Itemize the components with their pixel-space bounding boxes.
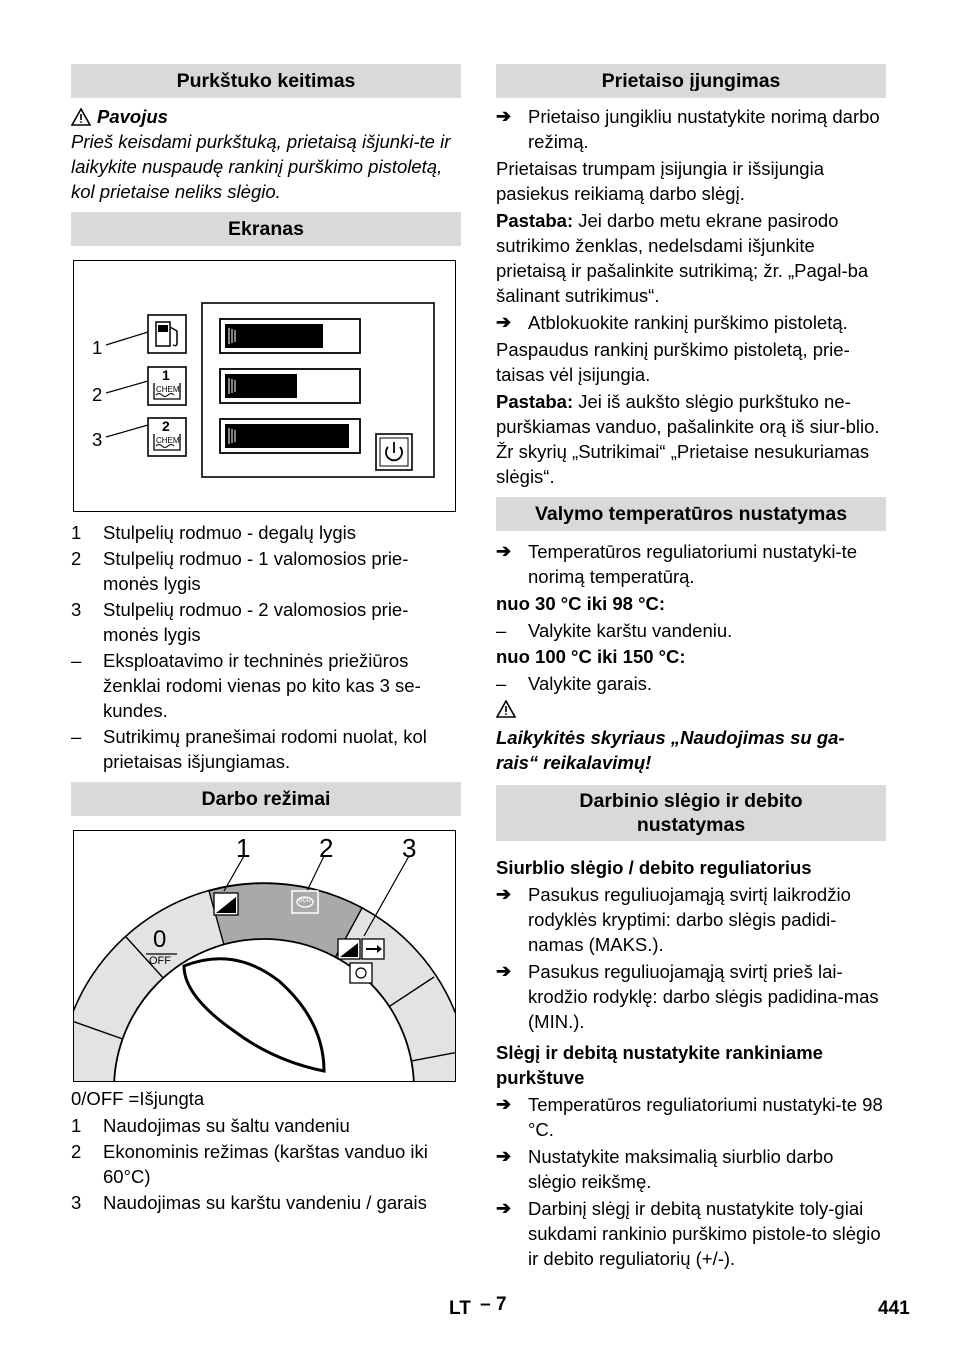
- mode-dial-illustration: [74, 831, 455, 1081]
- dial-zero-label: 0: [153, 926, 167, 953]
- steam-icon: [350, 963, 372, 983]
- legend-item: – Eksploatavimo ir techninės priežiūros ženklai rodomi vienas po kito kas 3 se-kundes.: [71, 650, 421, 721]
- callout-line-1: [106, 332, 148, 345]
- arrow-right-icon: ➔: [496, 541, 512, 561]
- callout-1-label: 1: [92, 337, 103, 358]
- step: ➔ Prietaiso jungikliu nustatykite norimą darbo režimą.: [496, 106, 880, 152]
- danger-text: Prieš keisdami purkštuką, prietaisą išjunki-te ir laikykite nuspaudę rankinį purškimo pistoletą, kol prietaise neliks slėgio.: [71, 131, 451, 202]
- paragraph: Paspaudus rankinį purškimo pistoletą, prie-taisas vėl įsijungia.: [496, 339, 850, 385]
- legend-item: 1 Naudojimas su šaltu vandeniu: [71, 1115, 350, 1136]
- section-title-nozzle-change: Purkštuko keitimas: [71, 64, 461, 98]
- arrow-right-icon: ➔: [496, 1094, 512, 1114]
- footer-page-number: 441: [878, 1298, 910, 1319]
- step: ➔ Darbinį slėgį ir debitą nustatykite toly-giai sukdami rankinio purškimo pistole-to slėgio ir debito reguliatorių (+/-).: [496, 1198, 881, 1269]
- list-item: – Valykite karštu vandeniu.: [496, 620, 733, 641]
- section-title-temperature: Valymo temperatūros nustatymas: [496, 497, 886, 531]
- footer-language: [449, 1296, 507, 1321]
- step: ➔ Temperatūros reguliatoriumi nustatyki-te norimą temperatūrą.: [496, 541, 858, 587]
- note: Pastaba: Jei darbo metu ekrane pasirodo sutrikimo ženklas, nedelsdami išjunkite prietaisą ir pašalinkite sutrikimą; žr. „Pagal-ba šalinant sutrikimus“.: [496, 210, 869, 306]
- right-column: [496, 64, 886, 1273]
- paragraph: Prietaisas trumpam įsijungia ir išsijungia pasiekus reikiamą darbo slėgį.: [496, 158, 824, 204]
- warning-triangle-icon: [496, 700, 516, 718]
- level-bar-fill-2: [225, 374, 297, 398]
- dial-callout-3: 3: [402, 833, 417, 863]
- arrow-right-icon: ➔: [496, 961, 512, 981]
- subheading-gun-regulator: Slėgį ir debitą nustatykite rankiniame purkštuve: [496, 1042, 823, 1088]
- steam-warning-icon-row: [496, 697, 886, 725]
- callout-line-2: [106, 381, 148, 393]
- chem1-label: CHEM: [156, 385, 180, 394]
- dial-legend: [71, 1113, 461, 1215]
- chem2-number: 2: [162, 418, 170, 434]
- footer-lang-page: – 7: [480, 1294, 507, 1315]
- temp-range-2: nuo 100 °C iki 150 °C:: [496, 646, 686, 667]
- step: ➔ Pasukus reguliuojamąją svirtį laikrodžio rodyklės kryptimi: darbo slėgis padidi-namas (MAKS.).: [496, 884, 851, 955]
- power-icon: [376, 434, 412, 470]
- danger-label: Pavojus: [97, 106, 168, 127]
- callout-2-label: 2: [92, 384, 103, 405]
- steam-warning-text: Laikykitės skyriaus „Naudojimas su ga-rais“ reikalavimų!: [496, 727, 845, 773]
- legend-item: 1 Stulpelių rodmuo - degalų lygis: [71, 522, 356, 543]
- section-title-switch-on: Prietaiso įjungimas: [496, 64, 886, 98]
- arrow-right-icon: ➔: [496, 1146, 512, 1166]
- step: ➔ Atblokuokite rankinį purškimo pistoletą.: [496, 312, 848, 333]
- danger-warning: [71, 104, 461, 129]
- step: ➔ Pasukus reguliuojamąją svirtį prieš lai-krodžio rodyklę: darbo slėgis padidina-mas (MIN.).: [496, 961, 879, 1032]
- section-title-pressure: Darbinio slėgio ir debito nustatymas: [496, 785, 886, 841]
- dial-callout-1: 1: [236, 833, 251, 863]
- level-bar-fill-3: [225, 424, 349, 448]
- list-item: – Valykite garais.: [496, 673, 653, 694]
- display-figure: [73, 260, 456, 512]
- chem2-label: CHEM: [156, 436, 180, 445]
- legend-item: 3 Naudojimas su karštu vandeniu / garais: [71, 1192, 427, 1213]
- callout-3-label: 3: [92, 429, 103, 450]
- arrow-right-icon: ➔: [496, 106, 512, 126]
- temp-range-1: nuo 30 °C iki 98 °C:: [496, 593, 666, 614]
- chem1-number: 1: [162, 367, 170, 383]
- section-title-display: Ekranas: [71, 212, 461, 246]
- dial-legend-off: 0/OFF =Išjungta: [71, 1088, 205, 1109]
- footer-lang: LT: [449, 1298, 471, 1319]
- legend-item: 2 Stulpelių rodmuo - 1 valomosios prie-monės lygis: [71, 548, 409, 594]
- warning-triangle-icon: [71, 108, 91, 126]
- dial-callout-2: 2: [319, 833, 334, 863]
- dial-off-label: OFF: [149, 955, 171, 967]
- cold-water-icon: [214, 893, 238, 915]
- note: Pastaba: Jei iš aukšto slėgio purkštuko ne-purškiamas vanduo, pašalinkite orą iš siur-blio. Žr skyrių „Sutrikimai“ „Prietaise nesukuriamas slėgis“.: [496, 391, 880, 487]
- legend-item: 2 Ekonominis režimas (karštas vanduo iki 60°C): [71, 1141, 428, 1187]
- arrow-right-icon: ➔: [496, 884, 512, 904]
- display-legend: [71, 520, 461, 774]
- eco-label: eco: [298, 895, 311, 904]
- fuel-icon: [148, 315, 186, 353]
- section-title-operating-modes: Darbo režimai: [71, 782, 461, 816]
- display-illustration: [74, 261, 455, 511]
- arrow-right-icon: ➔: [496, 1198, 512, 1218]
- arrow-right-icon: ➔: [496, 312, 512, 332]
- legend-item: 3 Stulpelių rodmuo - 2 valomosios prie-monės lygis: [71, 599, 409, 645]
- level-bar-fill-1: [225, 324, 323, 348]
- subheading-pump-regulator: Siurblio slėgio / debito reguliatorius: [496, 857, 812, 878]
- legend-item: – Sutrikimų pranešimai rodomi nuolat, kol prietaisas išjungiamas.: [71, 726, 427, 772]
- left-column: [71, 64, 461, 1216]
- step: ➔ Nustatykite maksimalią siurblio darbo slėgio reikšmę.: [496, 1146, 834, 1192]
- step: ➔ Temperatūros reguliatoriumi nustatyki-te 98 °C.: [496, 1094, 883, 1140]
- mode-dial-figure: [73, 830, 456, 1082]
- callout-line-3: [106, 425, 148, 437]
